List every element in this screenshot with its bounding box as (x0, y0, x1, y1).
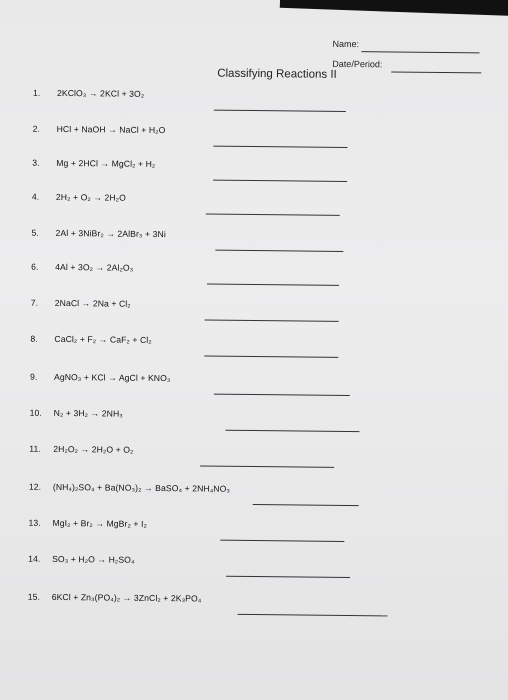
item-equation: MgI₂ + Br₂ → MgBr₂ + I₂ (52, 517, 148, 529)
item-number: 3. (32, 157, 40, 168)
answer-blank[interactable] (215, 250, 343, 252)
item-equation: 6KCl + Zn₃(PO₄)₂ → 3ZnCl₂ + 2K₃PO₄ (51, 591, 202, 604)
date-period-field (391, 71, 481, 73)
answer-blank[interactable] (206, 214, 340, 216)
name-label: Name: (332, 38, 360, 50)
answer-blank[interactable] (205, 320, 339, 322)
item-number: 2. (32, 123, 41, 134)
item-number: 1. (32, 87, 41, 98)
reaction-item (30, 408, 123, 419)
answer-blank[interactable] (220, 540, 344, 542)
reaction-item (30, 372, 171, 383)
answer-blank[interactable] (214, 110, 346, 112)
item-number: 10. (29, 407, 42, 418)
item-number: 7. (30, 297, 39, 308)
item-number: 5. (31, 227, 39, 238)
answer-blank[interactable] (225, 430, 359, 432)
item-equation: 2Al + 3NiBr₂ → 2AlBr₃ + 3Ni (55, 227, 166, 240)
item-equation: 2H₂O₂ → 2H₂O + O₂ (53, 443, 134, 455)
reaction-item (28, 518, 147, 529)
answer-blank[interactable] (213, 180, 347, 182)
item-number: 11. (29, 443, 41, 454)
reaction-item (28, 554, 135, 565)
answer-blank[interactable] (214, 394, 350, 396)
item-number: 9. (29, 371, 38, 382)
item-equation: 4Al + 3O₂ → 2Al₂O₃ (55, 261, 134, 273)
reaction-item (31, 262, 133, 273)
reaction-item (30, 334, 151, 345)
item-equation: SO₃ + H₂O → H₂SO₄ (52, 553, 135, 565)
answer-blank[interactable] (226, 576, 350, 578)
item-number: 12. (28, 481, 42, 492)
item-number: 15. (27, 591, 41, 602)
item-number: 8. (30, 333, 38, 344)
item-equation: (NH₄)₂SO₄ + Ba(NO₃)₂ → BaSO₄ + 2NH₄NO₃ (52, 481, 231, 494)
item-equation: 2H₂ + O₂ → 2H₂O (55, 191, 126, 203)
reaction-item (33, 88, 144, 99)
answer-blank[interactable] (213, 146, 347, 148)
reaction-item (31, 298, 131, 309)
reaction-item (32, 192, 126, 203)
reaction-item (29, 482, 230, 494)
name-field (361, 51, 479, 53)
item-equation: Mg + 2HCl → MgCl₂ + H₂ (56, 157, 156, 169)
item-equation: 2KClO₃ → 2KCl + 3O₂ (56, 87, 145, 99)
answer-blank[interactable] (207, 284, 339, 286)
item-number: 13. (28, 517, 41, 528)
reaction-item (31, 228, 165, 239)
item-equation: AgNO₃ + KCl → AgCl + KNO₃ (53, 371, 171, 384)
reaction-item (33, 124, 166, 135)
reaction-item (32, 158, 155, 169)
item-number: 14. (28, 553, 41, 564)
item-equation: 2NaCl → 2Na + Cl₂ (54, 297, 131, 309)
item-equation: CaCl₂ + F₂ → CaF₂ + Cl₂ (54, 333, 152, 345)
reaction-item (28, 592, 202, 604)
date-period-label: Date/Period: (332, 58, 383, 70)
answer-blank[interactable] (204, 355, 338, 357)
item-number: 6. (31, 261, 39, 272)
worksheet-title: Classifying Reactions II (217, 67, 337, 81)
answer-blank[interactable] (253, 504, 359, 506)
item-equation: N₂ + 3H₂ → 2NH₃ (53, 407, 123, 419)
answer-blank[interactable] (238, 614, 388, 617)
reaction-item (29, 444, 133, 455)
item-equation: HCl + NaOH → NaCl + H₂O (56, 123, 166, 136)
item-number: 4. (31, 191, 40, 202)
answer-blank[interactable] (200, 465, 334, 467)
